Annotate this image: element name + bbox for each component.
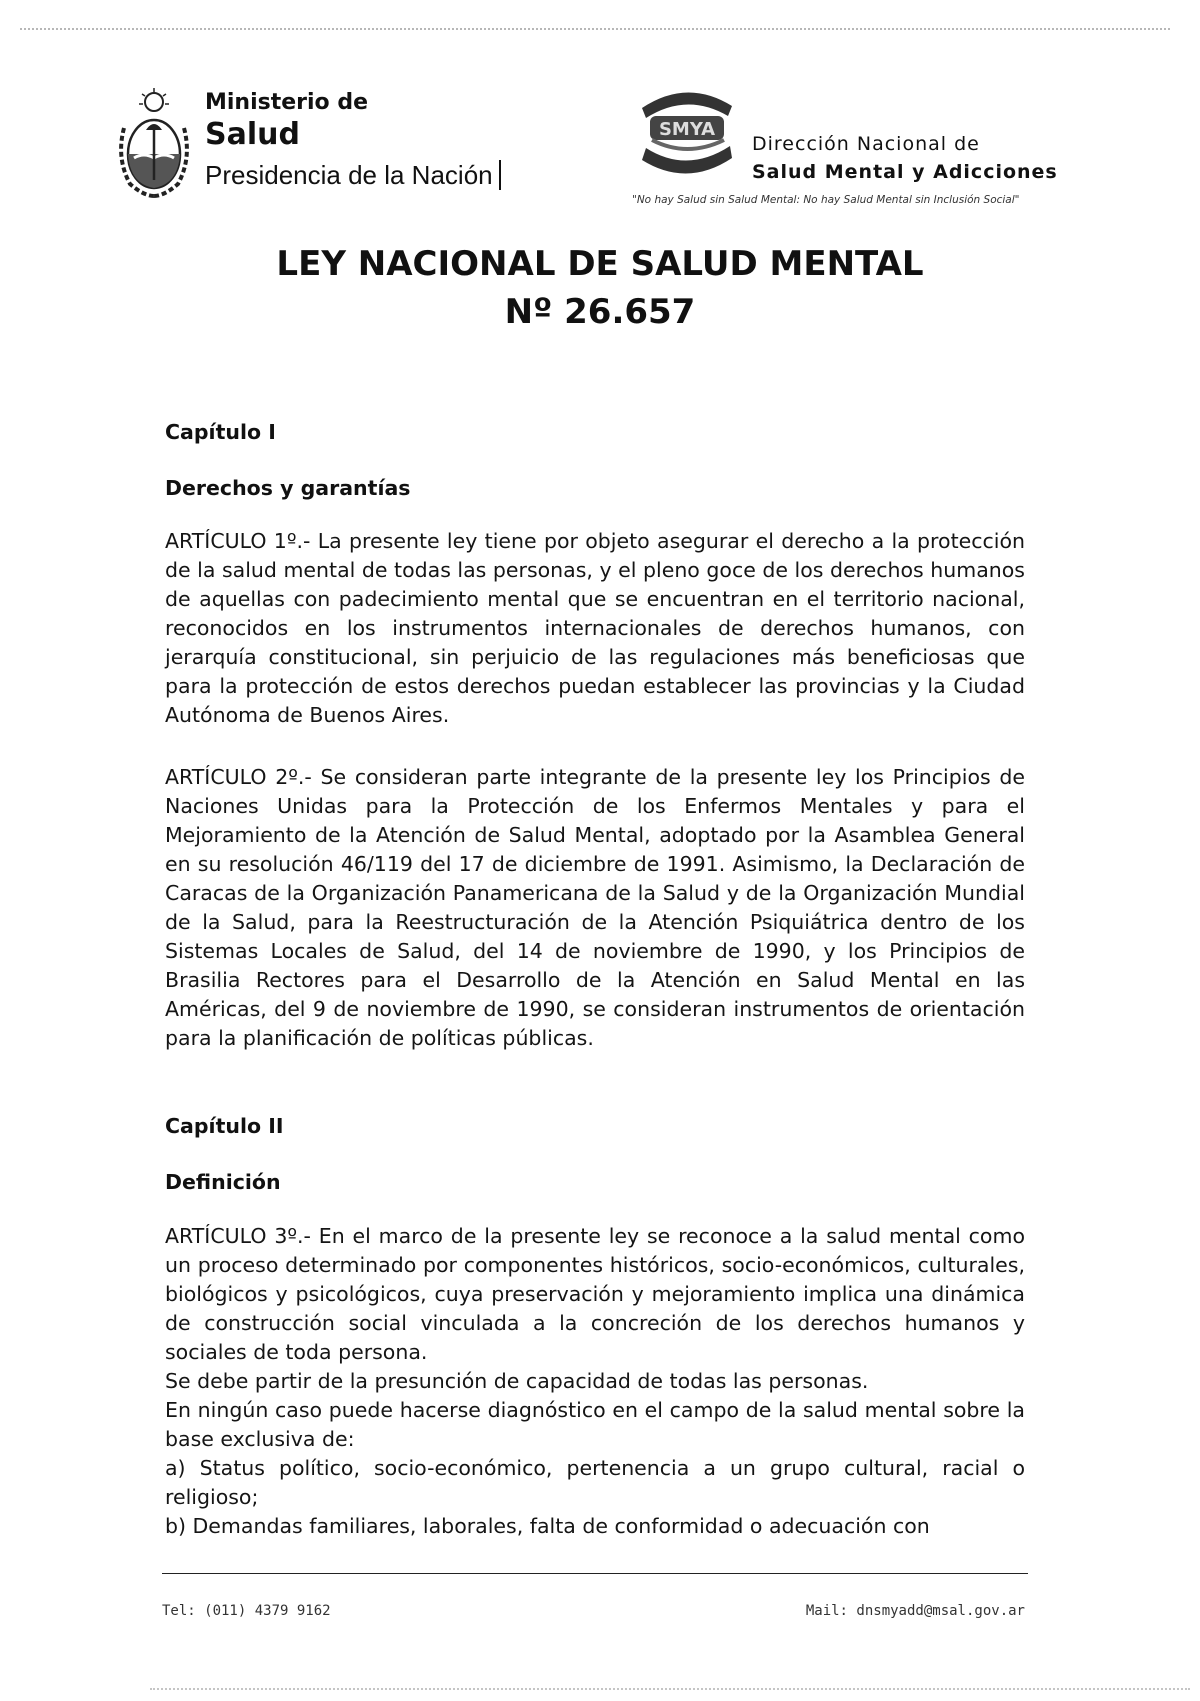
ministry-block (205, 90, 501, 190)
law-number: Nº 26.657 (504, 292, 696, 332)
law-title (0, 240, 1200, 336)
dnsm-name-line2: Salud Mental y Adicciones (752, 161, 1058, 183)
article-3-capacity: Se debe partir de la presunción de capacidad de todas las personas. (165, 1369, 869, 1393)
chapter-2-subtitle: Definición (165, 1170, 281, 1194)
scan-noise-top (20, 28, 1170, 36)
law-title-line1: LEY NACIONAL DE SALUD MENTAL (276, 244, 924, 284)
chapter-2-heading: Capítulo II (165, 1114, 284, 1138)
article-2-text: ARTÍCULO 2º.- Se consideran parte integrante de la presente ley los Principios de Naciones Unidas para la Protección de los Enfermos Mentales y para el Mejoramiento de la Atención de Salud Mental, adoptado por la Asamblea General en su resolución 46/119 del 17 de diciembre de 1991. Asimismo, la Declaración de Caracas de la Organización Panamericana de la Salud y de la Organización Mundial de la Salud, para la Reestructuración de la Atención Psiquiátrica dentro de los Sistemas Locales de Salud, del 14 de noviembre de 1990, y los Principios de Brasilia Rectores para el Desarrollo de la Atención en Salud Mental en las Américas, del 9 de noviembre de 1990, se consideran instrumentos de orientación para la planificación de políticas públicas. (165, 765, 1025, 1050)
footer-phone: Tel: (011) 4379 9162 (162, 1603, 331, 1619)
chapter-1-subtitle: Derechos y garantías (165, 476, 411, 500)
ministry-name-line1: Ministerio de (205, 90, 369, 115)
article-3-item-b: b) Demandas familiares, laborales, falta de conformidad o adecuación con (165, 1514, 930, 1538)
article-3-item-a: a) Status político, socio-económico, pertenencia a un grupo cultural, racial o religioso; (165, 1456, 1025, 1509)
ministry-name-line2: Salud (205, 117, 300, 152)
scan-noise-bottom (150, 1688, 1190, 1694)
dnsm-name-line1: Dirección Nacional de (752, 133, 980, 155)
article-3-text: ARTÍCULO 3º.- En el marco de la presente ley se reconoce a la salud mental como un proceso determinado por componentes históricos, socio-económicos, culturales, biológicos y psicológicos, cuya preservación y mejoramiento implica una dinámica de construcción social vinculada a la concreción de los derechos humanos y sociales de toda persona. (165, 1224, 1025, 1364)
dnsm-logo-icon (632, 78, 742, 190)
dnsm-motto: "No hay Salud sin Salud Mental: No hay Salud Mental sin Inclusión Social" (632, 194, 1020, 206)
footer-email: Mail: dnsmyadd@msal.gov.ar (805, 1603, 1025, 1619)
footer-divider (162, 1573, 1028, 1574)
article-1 (165, 527, 1025, 730)
dnsm-name (752, 130, 1058, 186)
article-3 (165, 1222, 1025, 1541)
presidency-label: Presidencia de la Nación (205, 160, 501, 190)
dnsm-logo-letters: SMYA (658, 119, 716, 140)
article-1-text: ARTÍCULO 1º.- La presente ley tiene por objeto asegurar el derecho a la protección de la salud mental de todas las personas, y el pleno goce de los derechos humanos de aquellas con padecimiento mental que se encuentran en el territorio nacional, reconocidos en los instrumentos internacionales de derechos humanos, con jerarquía constitucional, sin perjuicio de las regulaciones más beneficiosas que para la protección de estos derechos puedan establecer las provincias y la Ciudad Autónoma de Buenos Aires. (165, 529, 1025, 727)
chapter-1-heading: Capítulo I (165, 420, 276, 444)
argentina-coat-of-arms-icon (110, 88, 198, 200)
article-2 (165, 763, 1025, 1053)
article-3-diagnosis: En ningún caso puede hacerse diagnóstico en el campo de la salud mental sobre la base exclusiva de: (165, 1398, 1025, 1451)
